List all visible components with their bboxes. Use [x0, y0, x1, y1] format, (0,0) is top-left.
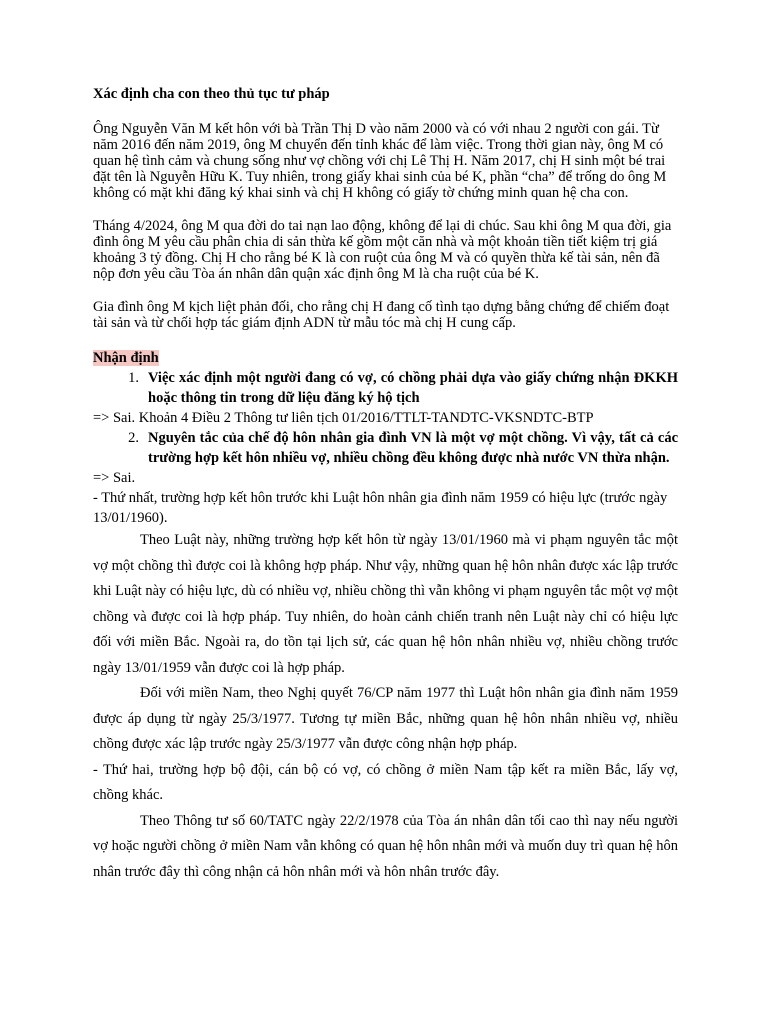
paragraph-case-3: Gia đình ông M kịch liệt phản đối, cho rằng chị H đang cố tình tạo dựng bằng chứng để chiếm đoạt tài sản và từ chối hợp tác giám định ADN từ mẫu tóc mà chị H cung cấp.: [93, 299, 670, 331]
list-item-number: 2.: [128, 430, 139, 446]
document-title: Xác định cha con theo thủ tục tư pháp: [93, 86, 330, 102]
list-item-2: [93, 428, 678, 468]
document-body: [93, 84, 678, 885]
paragraph-analysis-b: Đối với miền Nam, theo Nghị quyết 76/CP năm 1977 thì Luật hôn nhân gia đình năm 1959 được áp dụng từ ngày 25/3/1977. Tương tự miền Bắc, những quan hệ hôn nhân nhiều vợ, nhiều chồng được xác lập trước ngày 25/3/1977 vẫn được công nhận hợp pháp.: [93, 685, 678, 752]
list-item-number: 1.: [128, 370, 139, 386]
point-1: - Thứ nhất, trường hợp kết hôn trước khi Luật hôn nhân gia đình năm 1959 có hiệu lực (trước ngày 13/01/1960).: [93, 490, 668, 526]
section-heading: [93, 348, 678, 368]
list-item-text: Việc xác định một người đang có vợ, có chồng phải dựa vào giấy chứng nhận ĐKKH hoặc thông tin trong dữ liệu đăng ký hộ tịch: [148, 370, 678, 406]
answer-1: => Sai. Khoản 4 Điều 2 Thông tư liên tịch 01/2016/TTLT-TANDTC-VKSNDTC-BTP: [93, 410, 594, 426]
point-2: - Thứ hai, trường hợp bộ đội, cán bộ có vợ, có chồng ở miền Nam tập kết ra miền Bắc, lấy vợ, chồng khác.: [93, 761, 678, 803]
paragraph-case-1: Ông Nguyễn Văn M kết hôn với bà Trần Thị D vào năm 2000 và có với nhau 2 người con gái. Từ năm 2016 đến năm 2019, ông M chuyển đến tỉnh khác để làm việc. Trong thời gian này, ông M có quan hệ tình cảm và chung sống như vợ chồng với chị Lê Thị H. Năm 2017, chị H sinh một bé trai đặt tên là Nguyễn Hữu K. Tuy nhiên, trong giấy khai sinh của bé K, phần “cha” để trống do ông M không có mặt khi đăng ký khai sinh và chị H không có giấy tờ chứng minh quan hệ cha con.: [93, 121, 667, 201]
answer-2: => Sai.: [93, 470, 136, 486]
list-item-1: [93, 368, 678, 408]
section-heading-text: Nhận định: [93, 350, 159, 366]
paragraph-case-2: Tháng 4/2024, ông M qua đời do tai nạn lao động, không để lại di chúc. Sau khi ông M qua đời, gia đình ông M yêu cầu phân chia di sản thừa kế gồm một căn nhà và một khoản tiền tiết kiệm trị giá khoảng 3 tỷ đồng. Chị H cho rằng bé K là con ruột của ông M và có quyền thừa kế tài sản, nên đã nộp đơn yêu cầu Tòa án nhân dân quận xác định ông M là cha ruột của bé K.: [93, 218, 672, 282]
paragraph-analysis-a: Theo Luật này, những trường hợp kết hôn từ ngày 13/01/1960 mà vi phạm nguyên tắc một vợ một chồng thì được coi là không hợp pháp. Như vậy, những quan hệ hôn nhân được xác lập trước khi Luật này có hiệu lực, dù có nhiều vợ, nhiều chồng thì vẫn không vi phạm nguyên tắc một vợ một chồng và được coi là hợp pháp. Tuy nhiên, do hoàn cảnh chiến tranh nên Luật này chỉ có hiệu lực đối với miền Bắc. Ngoài ra, do tồn tại lịch sử, các quan hệ hôn nhân nhiều vợ, nhiều chồng trước ngày 13/01/1959 vẫn được coi là hợp pháp.: [93, 532, 678, 676]
paragraph-analysis-c: Theo Thông tư số 60/TATC ngày 22/2/1978 của Tòa án nhân dân tối cao thì nay nếu người vợ hoặc người chồng ở miền Nam vẫn không có quan hệ hôn nhân mới và muốn duy trì quan hệ hôn nhân trước đây thì công nhận cả hôn nhân mới và hôn nhân trước đây.: [93, 812, 678, 880]
list-item-text: Nguyên tắc của chế độ hôn nhân gia đình VN là một vợ một chồng. Vì vậy, tất cả các trường hợp kết hôn nhiều vợ, nhiều chồng đều không được nhà nước VN thừa nhận.: [148, 430, 678, 466]
